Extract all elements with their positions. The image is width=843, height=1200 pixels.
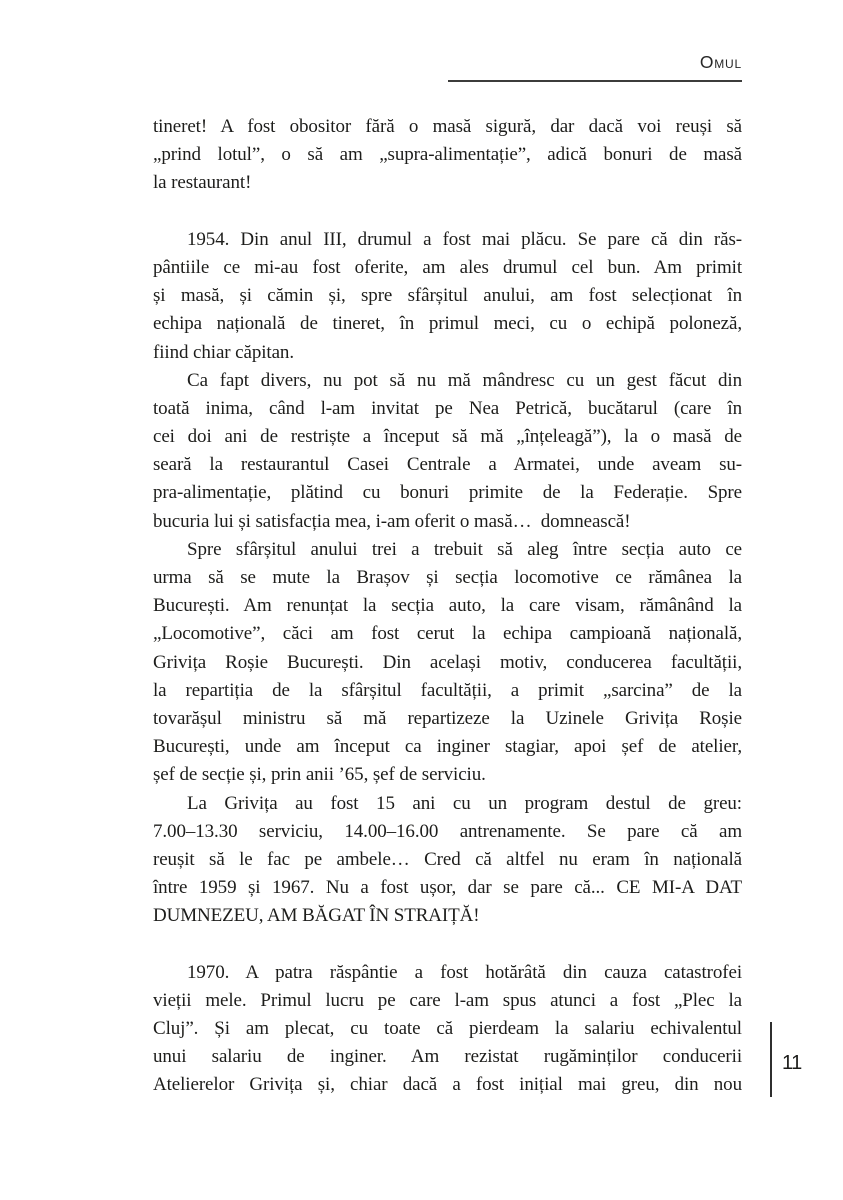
page-number-rule — [770, 1022, 772, 1097]
paragraph — [153, 226, 742, 367]
text-line: 7.00–13.30 serviciu, 14.00–16.00 antrenamente. Se pare că am — [153, 820, 742, 842]
text-line: Grivița Roșie București. Din același motiv, conducerea facultății, — [153, 651, 742, 673]
text-line: București, unde am început ca inginer stagiar, apoi șef de atelier, — [153, 736, 742, 758]
text-line: șef de secție și, prin anii ’65, șef de serviciu. — [153, 764, 486, 786]
text-line: urma să se mute la Brașov și secția locomotive ce rămânea la — [153, 567, 742, 588]
text-line: DUMNEZEU, AM BĂGAT ÎN STRAIȚĂ! — [153, 905, 480, 927]
text-line: seară la restaurantul Casei Centrale a Armatei, unde aveam su- — [153, 454, 742, 476]
text-line: tovarășul ministru să mă repartizeze la Uzinele Grivița Roșie — [153, 707, 742, 729]
text-line: vieții mele. Primul lucru pe care l-am spus atunci a fost „Plec la — [153, 989, 742, 1011]
body-text — [153, 113, 742, 1100]
text-line: 1970. A patra răspântie a fost hotărâtă din cauza catastrofei — [187, 961, 742, 983]
text-line: „Locomotive”, căci am fost cerut la echipa campioană națională, — [153, 623, 742, 645]
text-line: echipa națională de tineret, în primul meci, cu o echipă poloneză, — [153, 313, 742, 335]
text-line: între 1959 și 1967. Nu a fost ușor, dar se pare că... CE MI-A DAT — [153, 877, 742, 899]
text-line: Ca fapt divers, nu pot să nu mă mândresc cu un gest făcut din — [187, 369, 742, 391]
text-line: „prind lotul”, o să am „supra-alimentație”, adică bonuri de masă — [153, 144, 742, 166]
paragraph — [153, 367, 742, 536]
text-line: toată inima, când l-am invitat pe Nea Petrică, bucătarul (care în — [153, 397, 742, 419]
text-line: pra-alimentație, plătind cu bonuri primite de la Federație. Spre — [153, 482, 742, 504]
text-line: Cluj”. Și am plecat, cu toate că pierdeam la salariu echivalentul — [153, 1018, 742, 1039]
paragraph — [153, 113, 742, 198]
text-line: fiind chiar căpitan. — [153, 341, 294, 363]
text-line: reușit să le fac pe ambele… Cred că altfel nu eram în națională — [153, 848, 742, 870]
text-line: la repartiția de la sfârșitul facultății, a primit „sarcina” de la — [153, 679, 742, 701]
paragraph — [153, 790, 742, 931]
header-rule — [448, 80, 742, 82]
section-break — [153, 930, 742, 958]
text-line: Atelierelor Grivița și, chiar dacă a fost inițial mai greu, din nou — [153, 1074, 742, 1096]
paragraph — [153, 959, 742, 1100]
running-header-title: Omul — [699, 52, 742, 72]
text-line: 1954. Din anul III, drumul a fost mai plăcu. Se pare că din răs- — [187, 228, 742, 250]
text-line: pântiile ce mi-au fost oferite, am ales drumul cel bun. Am primit — [153, 256, 742, 278]
section-break — [153, 198, 742, 226]
text-line: unui salariu de inginer. Am rezistat rugăminților conducerii — [153, 1046, 742, 1068]
text-line: București. Am renunțat la secția auto, la care visam, rămânând la — [153, 595, 742, 617]
text-line: și masă, și cămin și, spre sfârșitul anului, am fost selecționat în — [153, 285, 742, 307]
text-line: bucuria lui și satisfacția mea, i-am oferit o masă… domnească! — [153, 510, 631, 532]
text-line: tineret! A fost obositor fără o masă sigură, dar dacă voi reuși să — [153, 116, 742, 137]
paragraph — [153, 536, 742, 790]
text-line: Spre sfârșitul anului trei a trebuit să aleg între secția auto ce — [187, 538, 742, 560]
text-line: la restaurant! — [153, 172, 252, 194]
page-number: 11 — [782, 1052, 802, 1074]
text-line: cei doi ani de restriște a început să mă „înțeleagă”), la o masă de — [153, 426, 742, 448]
text-line: La Grivița au fost 15 ani cu un program destul de greu: — [187, 792, 742, 814]
